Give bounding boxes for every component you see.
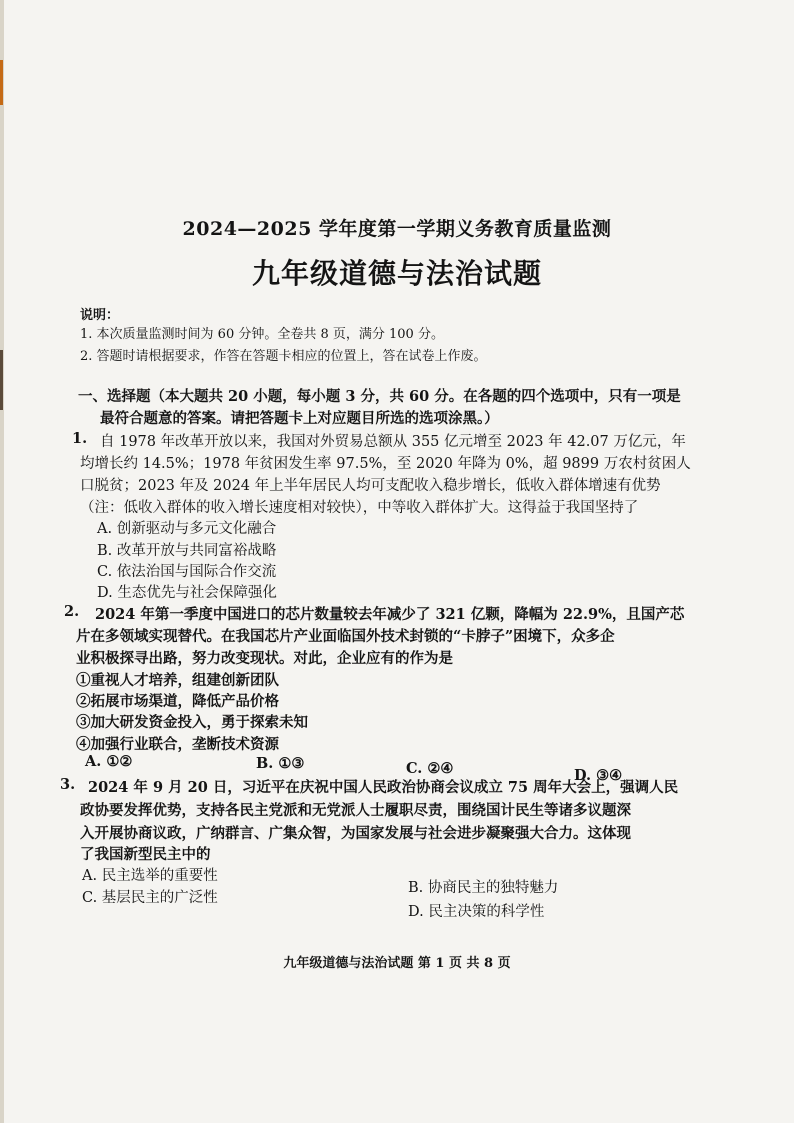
question-number: 3. (60, 776, 76, 793)
instruction-item: 1. 本次质量监测时间为 60 分钟。全卷共 8 页，满分 100 分。 (80, 327, 444, 342)
scan-mark (0, 350, 3, 410)
question-text: 自 1978 年改革开放以来，我国对外贸易总额从 355 亿元增至 2023 年 42.07 万亿元，年 (100, 434, 686, 450)
question-text: 2024 年 9 月 20 日，习近平在庆祝中国人民政治协商会议成立 75 周年大会上，强调人民 (88, 779, 679, 796)
question-text: （注：低收入群体的收入增长速度相对较快），中等收入群体扩大。这得益于我国坚持了 (80, 500, 639, 516)
section-heading-cont: 最符合题意的答案。请把答题卡上对应题目所选的选项涂黑。） (100, 410, 499, 427)
question-text: 政协要发挥优势，支持各民主党派和无党派人士履职尽责，围绕国计民生等诸多议题深 (80, 802, 631, 819)
exam-title-line1: 2024—2025 学年度第一学期义务教育质量监测 (182, 218, 612, 240)
answer-option: A. ①② (85, 753, 133, 770)
answer-option: C. 基层民主的广泛性 (82, 890, 218, 906)
answer-option: A. 创新驱动与多元文化融合 (97, 521, 277, 537)
answer-option: A. 民主选举的重要性 (82, 868, 218, 884)
question-text: 口脱贫；2023 年及 2024 年上半年居民人均可支配收入稳步增长，低收入群体增速有优势 (80, 478, 661, 494)
page-footer: 九年级道德与法治试题 第 1 页 共 8 页 (283, 956, 511, 971)
answer-option: C. 依法治国与国际合作交流 (97, 564, 277, 580)
exam-title-line2: 九年级道德与法治试题 (251, 257, 542, 290)
answer-option: D. 生态优先与社会保障强化 (97, 585, 277, 601)
question-number: 2. (64, 603, 80, 620)
statement-item: ③加大研发资金投入，勇于探索未知 (76, 714, 308, 731)
question-text: 片在多领域实现替代。在我国芯片产业面临国外技术封锁的“卡脖子”困境下，众多企 (76, 628, 615, 645)
answer-option: B. ①③ (256, 755, 305, 772)
question-text: 了我国新型民主中的 (80, 846, 211, 863)
statement-item: ④加强行业联合，垄断技术资源 (76, 736, 279, 753)
question-text: 均增长约 14.5%；1978 年贫困发生率 97.5%，至 2020 年降为 0%，超 9899 万农村贫困人 (80, 456, 691, 472)
answer-option: C. ②④ (406, 760, 454, 777)
answer-option: D. ③④ (574, 767, 623, 784)
question-text: 2024 年第一季度中国进口的芯片数量较去年减少了 321 亿颗，降幅为 22.9%，且国产芯 (95, 606, 685, 623)
question-text: 入开展协商议政，广纳群言、广集众智，为国家发展与社会进步凝聚强大合力。这体现 (80, 825, 631, 842)
answer-option: D. 民主决策的科学性 (408, 904, 545, 920)
statement-item: ②拓展市场渠道，降低产品价格 (76, 693, 279, 710)
answer-option: B. 协商民主的独特魅力 (408, 880, 559, 896)
statement-item: ①重视人才培养，组建创新团队 (76, 672, 279, 689)
instruction-item: 2. 答题时请根据要求，作答在答题卡相应的位置上，答在试卷上作废。 (80, 349, 487, 364)
answer-option: B. 改革开放与共同富裕战略 (97, 543, 277, 559)
question-text: 业积极探寻出路，努力改变现状。对此，企业应有的作为是 (76, 650, 453, 667)
question-number: 1. (72, 430, 88, 447)
instructions-label: 说明： (80, 308, 120, 323)
section-heading: 一、选择题（本大题共 20 小题，每小题 3 分，共 60 分。在各题的四个选项中，只有一项是 (78, 388, 681, 405)
scan-mark (0, 60, 3, 105)
